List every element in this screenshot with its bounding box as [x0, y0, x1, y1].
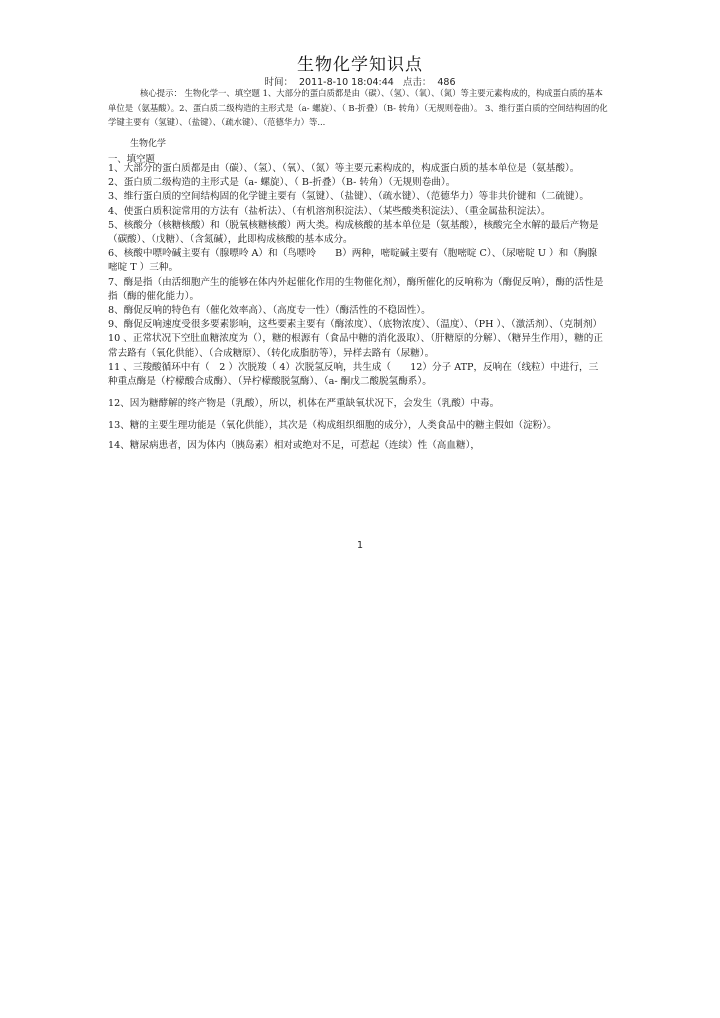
page-number: 1: [356, 540, 364, 551]
clicks-label: 点击：: [402, 77, 432, 88]
section-heading: 一、填空题: [108, 154, 155, 165]
question-list: [108, 162, 604, 453]
list-item: 2、蛋白质二级构造的主形式是（a- 螺旋）、（ B-折叠）（B- 转角）（无规则卷曲）。: [108, 177, 456, 189]
list-item: 3、维行蛋白质的空间结构固的化学键主要有（氢键）、（盐键）、（疏水键）、（范德华力）等非共价键和（二硫键）。: [108, 191, 589, 203]
subheading: 生物化学: [130, 139, 167, 149]
list-item: 12、因为糖酵解的终产物是（乳酸），所以，机体在严重缺氧状况下，会发生（乳酸）中毒。: [108, 398, 500, 410]
list-item: 1、大部分的蛋白质都是由（碳）、（氢）、（氧）、（氮）等主要元素构成的，构成蛋白质的基本单位是（氨基酸）。: [108, 163, 580, 174]
list-item: 9、酶促反响速度受很多要素影响，这些要素主要有（酶浓度）、（底物浓度）、（温度）、（PH ）、（激活剂）、（克制剂）: [108, 319, 603, 331]
list-item: 7、酶是指（由活细胞产生的能够在体内外起催化作用的生物催化剂），酶所催化的反响称为（酶促反响），酶的活性是指（酶的催化能力）。: [108, 276, 604, 302]
summary-text: 核心提示： 生物化学一、填空题 1、大部分的蛋白质都是由（碳）、（氢）、（氧）、（氮）等主要元素构成的，构成蛋白质的基本单位是（氨基酸）。2、蛋白质二级构造的主形式是（a- 螺旋）、（ B-折叠）（B- 转角）（无规则卷曲）。 3、维行蛋白质的空间结构固的化学键主要有（氢键）、（盐键）、（疏水键）、（范德华力）等...: [108, 88, 608, 127]
list-item: 13、糖的主要生理功能是（氧化供能），其次是（构成组织细胞的成分），人类食品中的糖主假如（淀粉）。: [108, 420, 557, 432]
list-item: 11 、三羧酸循环中有（ 2 ）次脱羧（ 4）次脱氢反响，共生成（ 12）分子 ATP，反响在（线粒）中进行，三种重点酶是（柠檬酸合成酶）、（异柠檬酸脱氢酶）、（a- 酮戊二酸脱氢酶系）。: [108, 361, 599, 388]
clicks-value: 486: [437, 77, 456, 88]
time-label: 时间：: [264, 77, 293, 88]
summary: [108, 86, 608, 130]
list-item: 6、核酸中嘌呤碱主要有（腺嘌呤 A）和（鸟嘌呤 B）两种，嘧啶碱主要有（胞嘧啶 C）、（尿嘧啶 U ）和（胸腺嘧啶 T ）三种。: [108, 248, 598, 274]
time-value: 2011-8-10 18:04:44: [298, 77, 394, 88]
list-item: 10 、正常状况下空肚血糖浓度为（），糖的根源有（食品中糖的消化汲取）、（肝糖原的分解）、（糖异生作用），糖的正常去路有（氧化供能）、（合成糖原）、（转化成脂肪等），异样去路有（尿糖）。: [108, 333, 603, 359]
list-item: 4、使蛋白质积淀常用的方法有（盐析法）、（有机溶剂积淀法）、（某些酸类积淀法）、（重金属盐积淀法）。: [108, 205, 551, 217]
list-item: 14、糖尿病患者，因为体内（胰岛素）相对或绝对不足，可惹起（连续）性（高血糖），: [108, 439, 480, 451]
list-item: 8、酶促反响的特色有（催化效率高）、（高度专一性）（酶活性的不稳固性）。: [108, 305, 431, 317]
page-title: 生物化学知识点: [297, 55, 423, 75]
list-item: 5、核酸分（核糖核酸）和（脱氧核糖核酸）两大类。构成核酸的基本单位是（氨基酸），核酸完全水解的最后产物是（碳酸）、（戊糖）、（含氮碱），此即构成核酸的基本成分。: [108, 219, 599, 246]
